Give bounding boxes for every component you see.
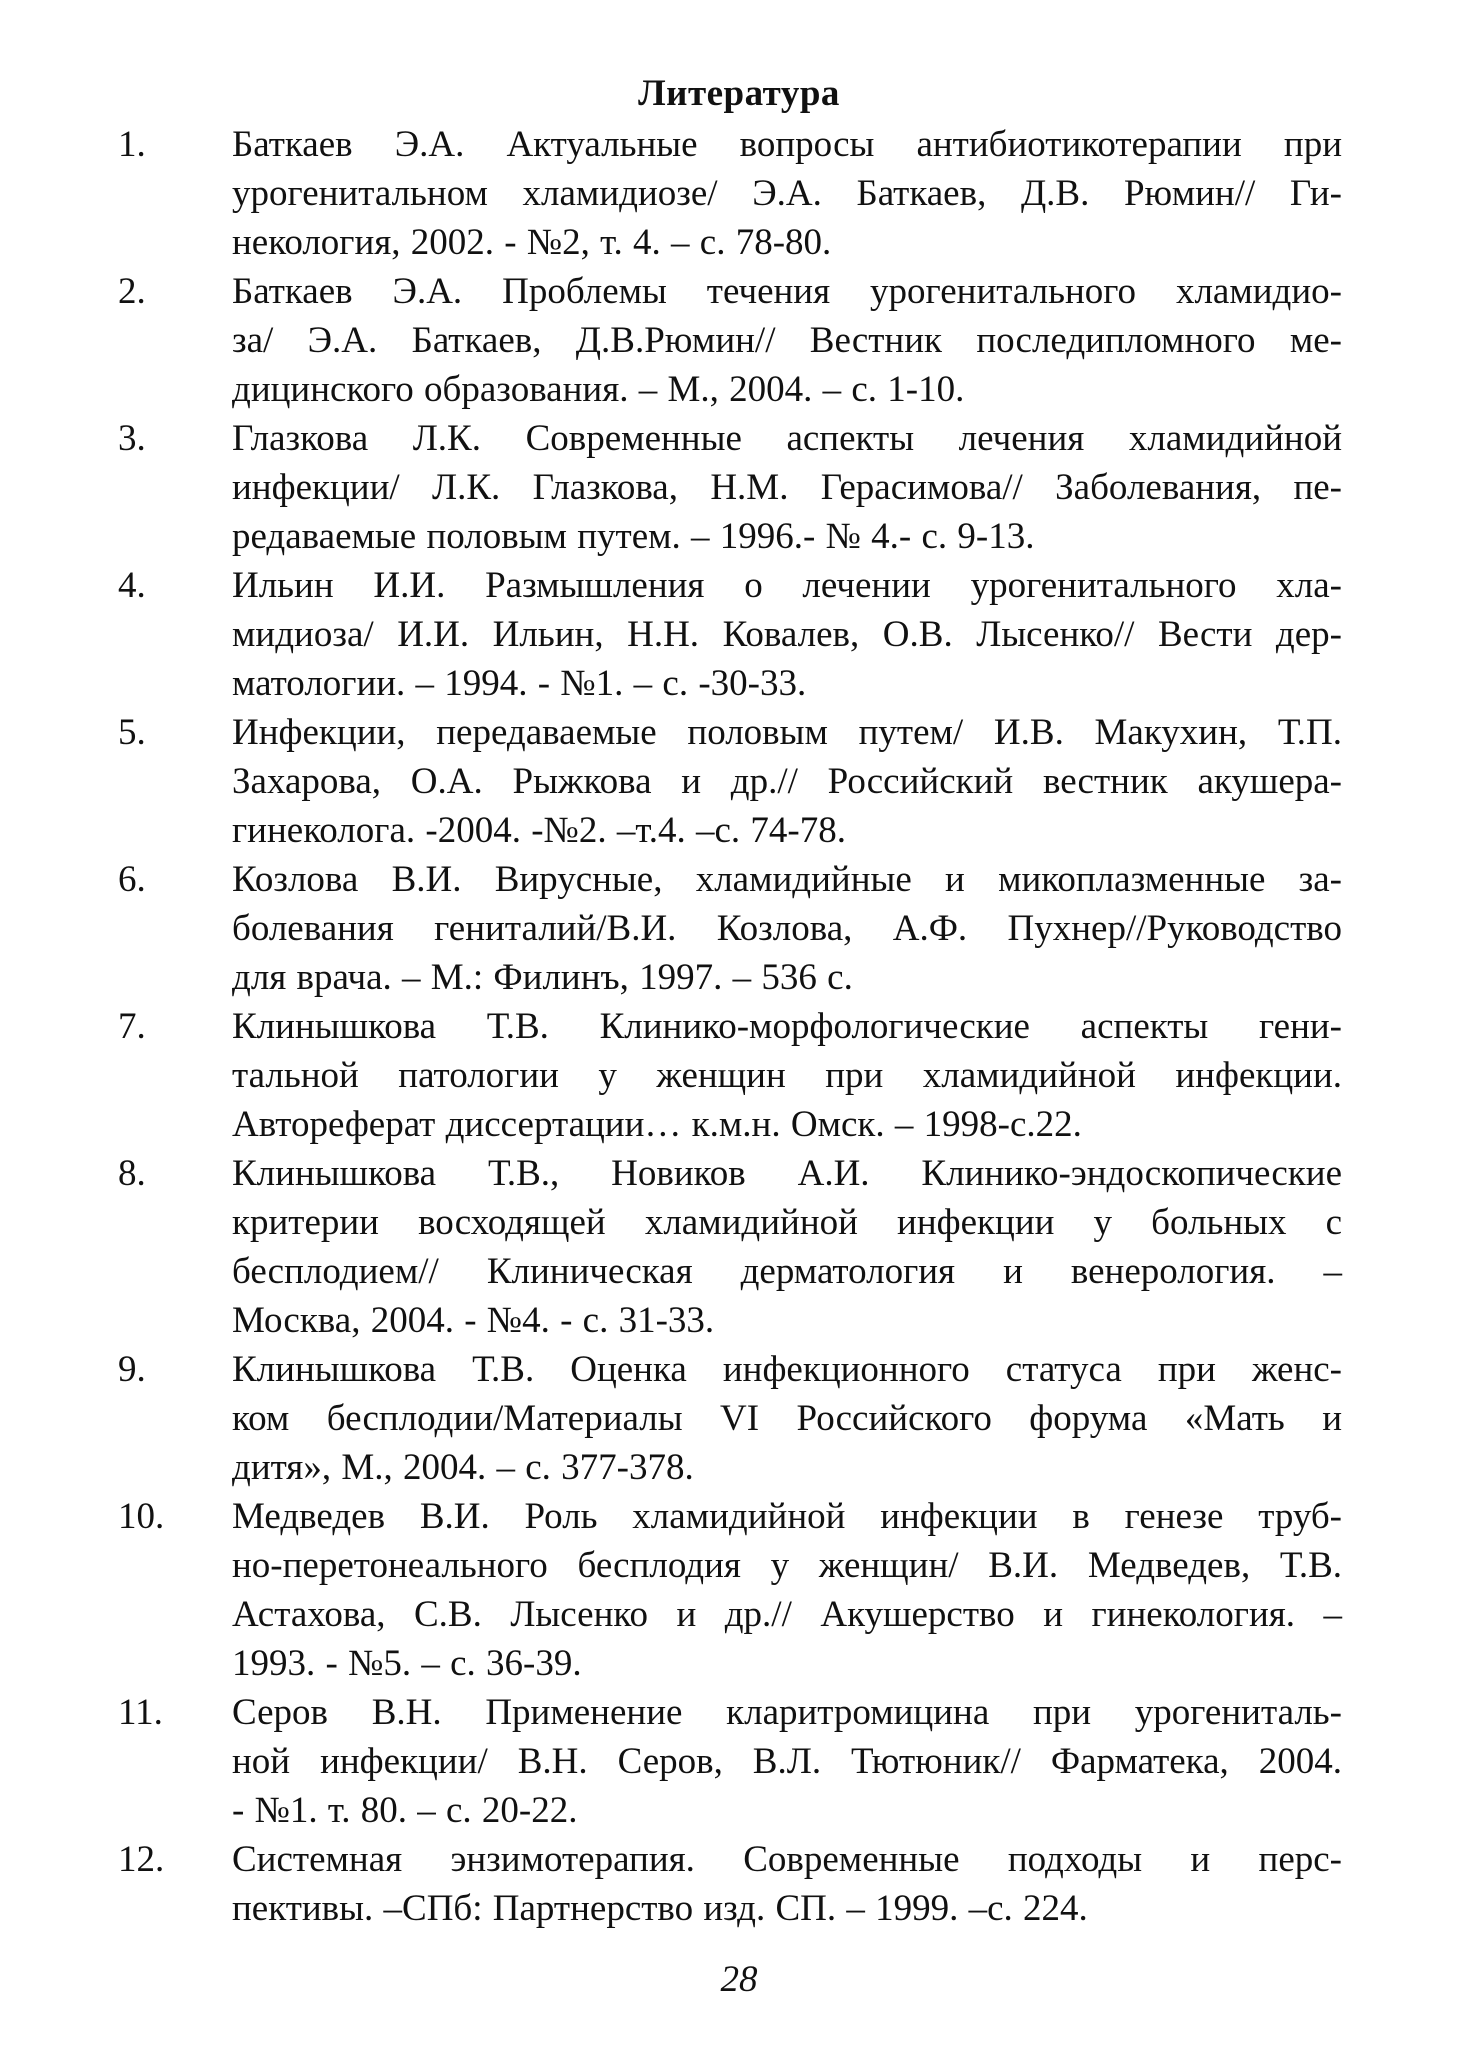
reference-line: мидиоза/ И.И. Ильин, Н.Н. Ковалев, О.В. Лысенко// Вести дер-	[232, 614, 1342, 655]
reference-number: 12.	[118, 1839, 165, 1880]
reference-line: ком бесплодии/Материалы VI Российского форума «Мать и	[232, 1398, 1342, 1439]
reference-line: для врача. – М.: Филинъ, 1997. – 536 с.	[232, 957, 853, 998]
reference-line: критерии восходящей хламидийной инфекции у больных с	[232, 1202, 1342, 1243]
reference-number: 6.	[118, 859, 146, 900]
reference-line: Медведев В.И. Роль хламидийной инфекции в генезе труб-	[232, 1496, 1342, 1537]
reference-line: Баткаев Э.А. Проблемы течения урогенитального хламидио-	[232, 271, 1342, 312]
reference-line: урогенитальном хламидиозе/ Э.А. Баткаев, Д.В. Рюмин// Ги-	[232, 173, 1342, 214]
reference-number: 2.	[118, 271, 146, 312]
reference-line: бесплодием// Клиническая дерматология и венерология. –	[232, 1251, 1342, 1292]
reference-text	[232, 1002, 1342, 1149]
page-heading: Литература	[638, 73, 840, 114]
reference-line: некология, 2002. - №2, т. 4. – с. 78-80.	[232, 222, 832, 263]
reference-number: 9.	[118, 1349, 146, 1390]
reference-line: Баткаев Э.А. Актуальные вопросы антибиотикотерапии при	[232, 124, 1342, 165]
reference-number: 3.	[118, 418, 146, 459]
reference-line: ной инфекции/ В.Н. Серов, В.Л. Тютюник// Фарматека, 2004.	[232, 1741, 1342, 1782]
reference-text	[232, 855, 1342, 1002]
reference-line: Инфекции, передаваемые половым путем/ И.В. Макухин, Т.П.	[232, 712, 1342, 753]
reference-text	[232, 120, 1342, 267]
reference-text	[232, 1345, 1342, 1492]
reference-line: Захарова, О.А. Рыжкова и др.// Российский вестник акушера-	[232, 761, 1342, 802]
reference-line: Серов В.Н. Применение кларитромицина при урогениталь-	[232, 1692, 1342, 1733]
reference-text	[232, 267, 1342, 414]
reference-text	[232, 1492, 1342, 1688]
reference-line: болевания гениталий/В.И. Козлова, А.Ф. Пухнер//Руководство	[232, 908, 1342, 949]
reference-number: 8.	[118, 1153, 146, 1194]
reference-text	[232, 1688, 1342, 1835]
reference-line: Москва, 2004. - №4. - с. 31-33.	[232, 1300, 715, 1341]
reference-line: за/ Э.А. Баткаев, Д.В.Рюмин// Вестник последипломного ме-	[232, 320, 1342, 361]
reference-line: Системная энзимотерапия. Современные подходы и перс-	[232, 1839, 1342, 1880]
reference-line: матологии. – 1994. - №1. – с. -30-33.	[232, 663, 807, 704]
reference-number: 5.	[118, 712, 146, 753]
reference-line: редаваемые половым путем. – 1996.- № 4.- с. 9-13.	[232, 516, 1035, 557]
reference-line: дитя», М., 2004. – с. 377-378.	[232, 1447, 694, 1488]
reference-text	[232, 414, 1342, 561]
reference-number: 4.	[118, 565, 146, 606]
reference-text	[232, 561, 1342, 708]
page-number: 28	[720, 1959, 758, 2000]
reference-line: дицинского образования. – М., 2004. – с. 1-10.	[232, 369, 965, 410]
reference-text	[232, 1835, 1342, 1933]
reference-text	[232, 1149, 1342, 1345]
reference-number: 11.	[118, 1692, 163, 1733]
reference-line: Глазкова Л.К. Современные аспекты лечения хламидийной	[232, 418, 1342, 459]
reference-number: 1.	[118, 124, 146, 165]
reference-number: 10.	[118, 1496, 165, 1537]
reference-line: но-перетонеального бесплодия у женщин/ В.И. Медведев, Т.В.	[232, 1545, 1342, 1586]
reference-line: Астахова, С.В. Лысенко и др.// Акушерство и гинекология. –	[232, 1594, 1342, 1635]
reference-line: Ильин И.И. Размышления о лечении урогенитального хла-	[232, 565, 1342, 606]
reference-line: - №1. т. 80. – с. 20-22.	[232, 1790, 578, 1831]
reference-line: Клинышкова Т.В. Оценка инфекционного статуса при женс-	[232, 1349, 1342, 1390]
reference-line: тальной патологии у женщин при хламидийной инфекции.	[232, 1055, 1342, 1096]
reference-line: инфекции/ Л.К. Глазкова, Н.М. Герасимова// Заболевания, пе-	[232, 467, 1342, 508]
reference-line: пективы. –СПб: Партнерство изд. СП. – 1999. –с. 224.	[232, 1888, 1088, 1929]
reference-line: Клинышкова Т.В. Клинико-морфологические аспекты гени-	[232, 1006, 1342, 1047]
reference-line: Автореферат диссертации… к.м.н. Омск. – 1998-с.22.	[232, 1104, 1082, 1145]
reference-line: Клинышкова Т.В., Новиков А.И. Клинико-эндоскопические	[232, 1153, 1342, 1194]
reference-line: гинеколога. -2004. -№2. –т.4. –с. 74-78.	[232, 810, 846, 851]
reference-text	[232, 708, 1342, 855]
reference-line: 1993. - №5. – с. 36-39.	[232, 1643, 582, 1684]
reference-number: 7.	[118, 1006, 146, 1047]
reference-line: Козлова В.И. Вирусные, хламидийные и микоплазменные за-	[232, 859, 1342, 900]
